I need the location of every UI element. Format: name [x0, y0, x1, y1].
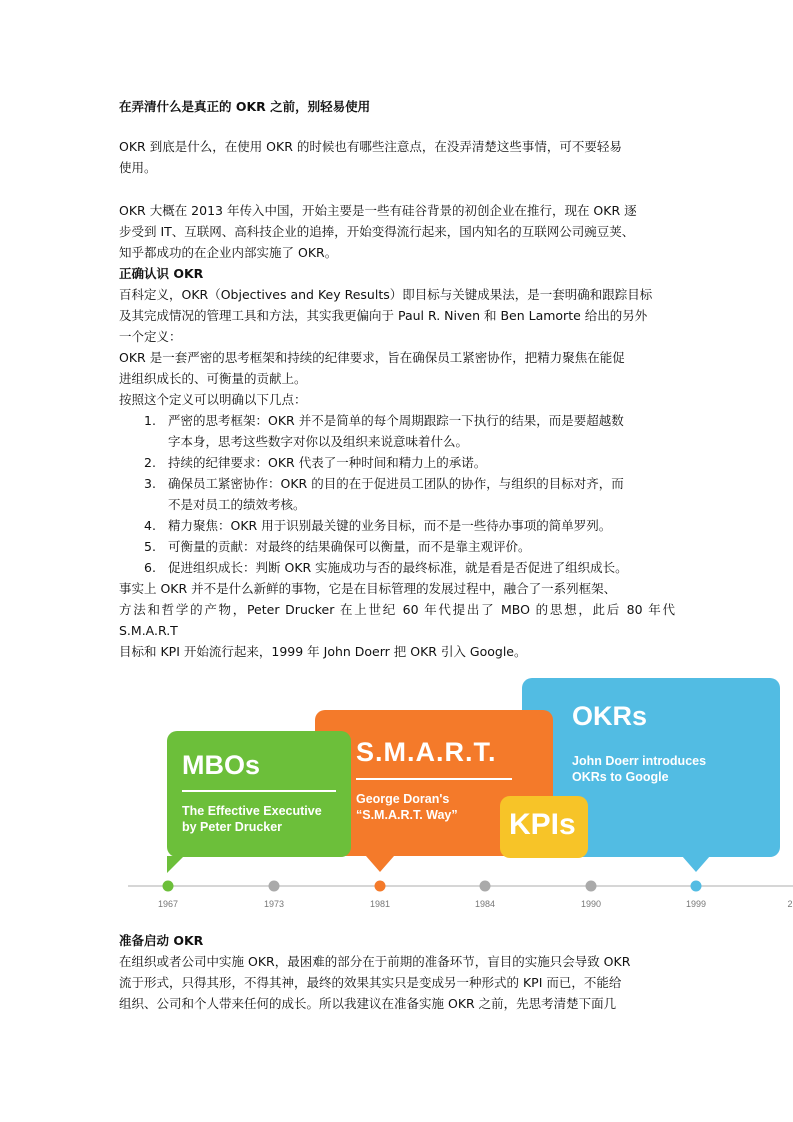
intro-line: OKR 到底是什么，在使用 OKR 的时候也有哪些注意点，在没弄清楚这些事情，可不要轻易	[119, 139, 622, 154]
year-label: 1999	[685, 899, 707, 909]
history-paragraph	[119, 200, 675, 263]
year-label: 2	[787, 899, 793, 909]
closing-line: 事实上 OKR 并不是什么新鲜的事物，它是在目标管理的发展过程中，融合了一系列框架、	[119, 581, 617, 596]
year-label: 1981	[369, 899, 391, 909]
definition-line: 按照这个定义可以明确以下几点：	[119, 392, 307, 407]
list-line: 严密的思考框架：OKR 并不是简单的每个周期跟踪一下执行的结果，而是要超越数	[168, 413, 624, 428]
timeline-dot-1973	[269, 881, 280, 892]
list-line: 促进组织成长：判断 OKR 实施成功与否的最终标准，就是看是否促进了组织成长。	[168, 560, 628, 575]
timeline-axis	[120, 675, 793, 915]
year-label: 1984	[474, 899, 496, 909]
smart-subtitle-line: George Doran's	[356, 792, 450, 806]
list-item	[144, 410, 675, 452]
closing-line: 方法和哲学的产物，Peter Drucker 在上世纪 60 年代提出了 MBO 的思想，此后 80 年代 S.M.A.R.T	[119, 602, 675, 638]
timeline-dot-1984	[480, 881, 491, 892]
list-item	[144, 557, 675, 578]
smart-title: S.M.A.R.T.	[356, 737, 497, 767]
list-line: 持续的纪律要求：OKR 代表了一种时间和精力上的承诺。	[168, 455, 487, 470]
definition-line: OKR 是一套严密的思考框架和持续的纪律要求，旨在确保员工紧密协作，把精力聚焦在能促	[119, 350, 625, 365]
list-item	[144, 515, 675, 536]
history-line: 知乎都成功的在企业内部实施了 OKR。	[119, 245, 338, 260]
definition-line: 百科定义，OKR（Objectives and Key Results）即目标与关键成果法，是一套明确和跟踪目标	[119, 287, 653, 302]
list-line: 不是对员工的绩效考核。	[168, 497, 306, 512]
section-heading: 准备启动 OKR	[119, 933, 204, 948]
list-line: 精力聚焦：OKR 用于识别最关键的业务目标，而不是一些待办事项的简单罗列。	[168, 518, 612, 533]
section-okr-definition	[119, 263, 675, 410]
list-item	[144, 473, 675, 515]
definition-line: 及其完成情况的管理工具和方法，其实我更偏向于 Paul R. Niven 和 Ben Lamorte 给出的另外	[119, 308, 648, 323]
timeline-dot-1999	[691, 881, 702, 892]
history-line: 步受到 IT、互联网、高科技企业的追捧，开始变得流行起来，国内知名的互联网公司豌豆荚、	[119, 224, 635, 239]
list-number: 2.	[144, 455, 156, 470]
mbo-pointer	[167, 856, 184, 873]
year-label: 1990	[580, 899, 602, 909]
list-line: 可衡量的贡献：对最终的结果确保可以衡量，而不是靠主观评价。	[168, 539, 531, 554]
goal-management-timeline	[120, 675, 793, 915]
history-line: OKR 大概在 2013 年传入中国，开始主要是一些有硅谷背景的初创企业在推行，现在 OKR 逐	[119, 203, 637, 218]
section-prepare-okr	[119, 930, 675, 1014]
okr-subtitle-line: John Doerr introduces	[572, 754, 707, 768]
timeline-dot-1981	[375, 881, 386, 892]
mbo-subtitle-line: by Peter Drucker	[182, 820, 283, 834]
okr-title: OKRs	[572, 701, 648, 731]
smart-pointer	[366, 856, 394, 872]
list-number: 4.	[144, 518, 156, 533]
list-line: 字本身，思考这些数字对你以及组织来说意味着什么。	[168, 434, 469, 449]
okr-subtitle-line: OKRs to Google	[572, 770, 669, 784]
list-number: 3.	[144, 476, 156, 491]
document-title: 在弄清什么是真正的 OKR 之前，别轻易使用	[119, 99, 371, 114]
intro-line: 使用。	[119, 160, 157, 175]
prepare-line: 在组织或者公司中实施 OKR，最困难的部分在于前期的准备环节，盲目的实施只会导致 OKR	[119, 954, 631, 969]
definition-points-list	[144, 410, 675, 578]
timeline-dot-1990	[586, 881, 597, 892]
closing-paragraph	[119, 578, 675, 662]
intro-paragraph	[119, 136, 675, 178]
year-label: 1967	[157, 899, 179, 909]
closing-line: 目标和 KPI 开始流行起来，1999 年 John Doerr 把 OKR 引入 Google。	[119, 644, 527, 659]
year-label: 1973	[263, 899, 285, 909]
definition-line: 一个定义：	[119, 329, 182, 344]
list-line: 确保员工紧密协作：OKR 的目的在于促进员工团队的协作，与组织的目标对齐，而	[168, 476, 624, 491]
list-item	[144, 452, 675, 473]
list-number: 5.	[144, 539, 156, 554]
mbo-subtitle-line: The Effective Executive	[182, 804, 322, 818]
definition-line: 进组织成长的、可衡量的贡献上。	[119, 371, 307, 386]
prepare-line: 组织、公司和个人带来任何的成长。所以我建议在准备实施 OKR 之前，先思考清楚下面几	[119, 996, 617, 1011]
timeline-dot-1967	[163, 881, 174, 892]
list-number: 1.	[144, 413, 156, 428]
section-heading: 正确认识 OKR	[119, 266, 204, 281]
smart-subtitle-line: “S.M.A.R.T. Way”	[356, 808, 458, 822]
mbo-title: MBOs	[182, 750, 261, 780]
kpi-title: KPIs	[509, 808, 576, 841]
prepare-line: 流于形式，只得其形，不得其神，最终的效果其实只是变成另一种形式的 KPI 而已，不能给	[119, 975, 622, 990]
list-number: 6.	[144, 560, 156, 575]
list-item	[144, 536, 675, 557]
